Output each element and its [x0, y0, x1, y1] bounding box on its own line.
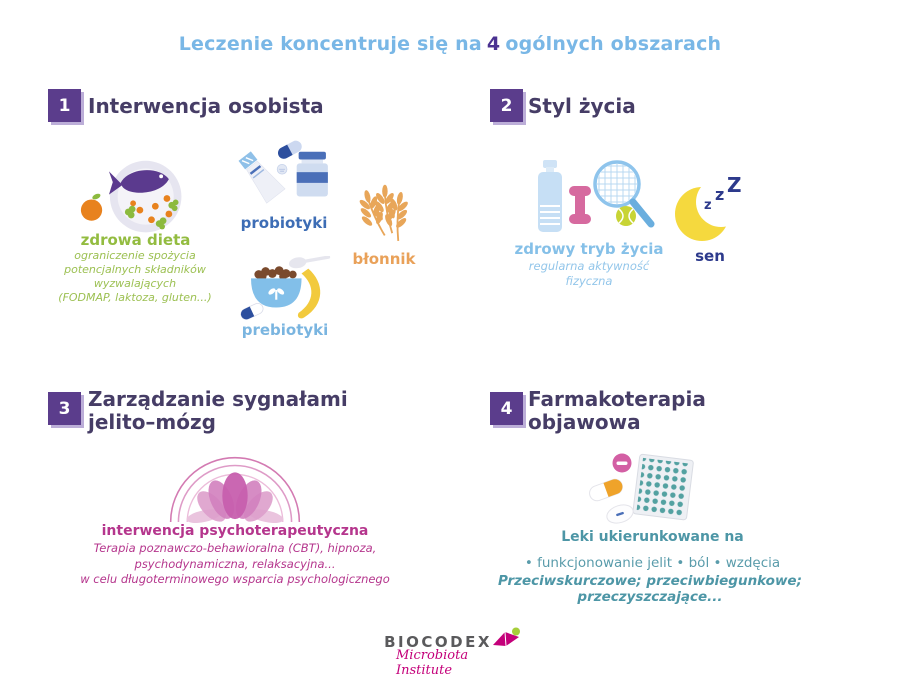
section-1-number-badge: 1	[48, 89, 81, 122]
healthy-diet-label: zdrowa dieta	[80, 231, 191, 249]
psychotherapy-sub-line3: w celu długoterminowego wsparcia psychologicznego	[80, 572, 390, 586]
targeted-drugs-label: Leki ukierunkowane na	[561, 529, 744, 545]
drug-targets-text: • funkcjonowanie jelit • ból • wzdęcia	[524, 555, 781, 571]
fiber-wheat-icon	[351, 182, 417, 246]
drug-classes-text: Przeciwskurczowe; przeciwbiegunkowe; przeczyszczające...	[498, 573, 802, 605]
prebiotics-label: prebiotyki	[241, 321, 329, 339]
lifestyle-sub-line1: regularna aktywność	[528, 259, 650, 273]
medication-pills-icon	[582, 450, 702, 528]
microbiota-institute-text: Microbiota Institute	[396, 648, 469, 678]
section-3-number-badge: 3	[48, 392, 81, 425]
lifestyle-sub-line2: fizyczna	[565, 274, 613, 288]
healthy-lifestyle-description	[505, 259, 673, 289]
title-highlight-number: 4	[486, 33, 501, 55]
section-4-title-line2: objawowa	[528, 410, 641, 434]
probiotics-label: probiotyki	[240, 214, 328, 232]
section-3-title	[88, 388, 348, 434]
section-2-number-badge: 2	[490, 89, 523, 122]
section-1-title: Interwencja osobista	[88, 94, 324, 118]
biocodex-brand-text: BIOCODEX	[384, 633, 492, 651]
fiber-label: błonnik	[352, 250, 416, 268]
lotus-flower-icon	[156, 446, 314, 524]
zzz-letter-3: Z	[727, 173, 742, 197]
healthy-diet-description	[30, 249, 240, 305]
healthy-lifestyle-icon	[528, 158, 660, 238]
psychotherapy-sub-line2: psychodynamiczna, relaksacyjna...	[134, 556, 336, 571]
page-title	[0, 33, 900, 55]
section-4-title	[528, 388, 706, 434]
prebiotics-icon	[238, 256, 333, 324]
section-3-title-line2: jelito–mózg	[88, 410, 216, 434]
healthy-lifestyle-label: zdrowy tryb życia	[514, 240, 664, 258]
probiotics-icon	[236, 140, 334, 216]
biocodex-logo	[378, 627, 528, 678]
psychotherapy-label: interwencja psychoterapeutyczna	[101, 523, 369, 539]
healthy-diet-sub-line3: wyzwalających	[93, 277, 177, 290]
sleep-label: sen	[695, 247, 725, 265]
zzz-letter-1: z	[704, 198, 712, 213]
title-part1: Leczenie koncentruje się na	[178, 33, 482, 55]
section-2-title: Styl życia	[528, 94, 636, 118]
zzz-letter-2: z	[715, 185, 725, 204]
psychotherapy-description	[60, 541, 410, 588]
healthy-diet-sub-line1: ograniczenie spożycia	[74, 249, 196, 262]
healthy-diet-sub-line4: (FODMAP, laktoza, gluten...)	[58, 291, 212, 304]
psychotherapy-sub-line1: Terapia poznawczo-behawioralna (CBT), hipnoza,	[93, 541, 377, 555]
section-4-title-line1: Farmakoterapia	[528, 387, 706, 411]
title-part2: ogólnych obszarach	[505, 33, 722, 55]
sleep-moon-icon	[674, 172, 750, 244]
section-4-number-badge: 4	[490, 392, 523, 425]
healthy-diet-sub-line2: potencjalnych składników	[64, 263, 206, 276]
section-3-title-line1: Zarządzanie sygnałami	[88, 387, 348, 411]
